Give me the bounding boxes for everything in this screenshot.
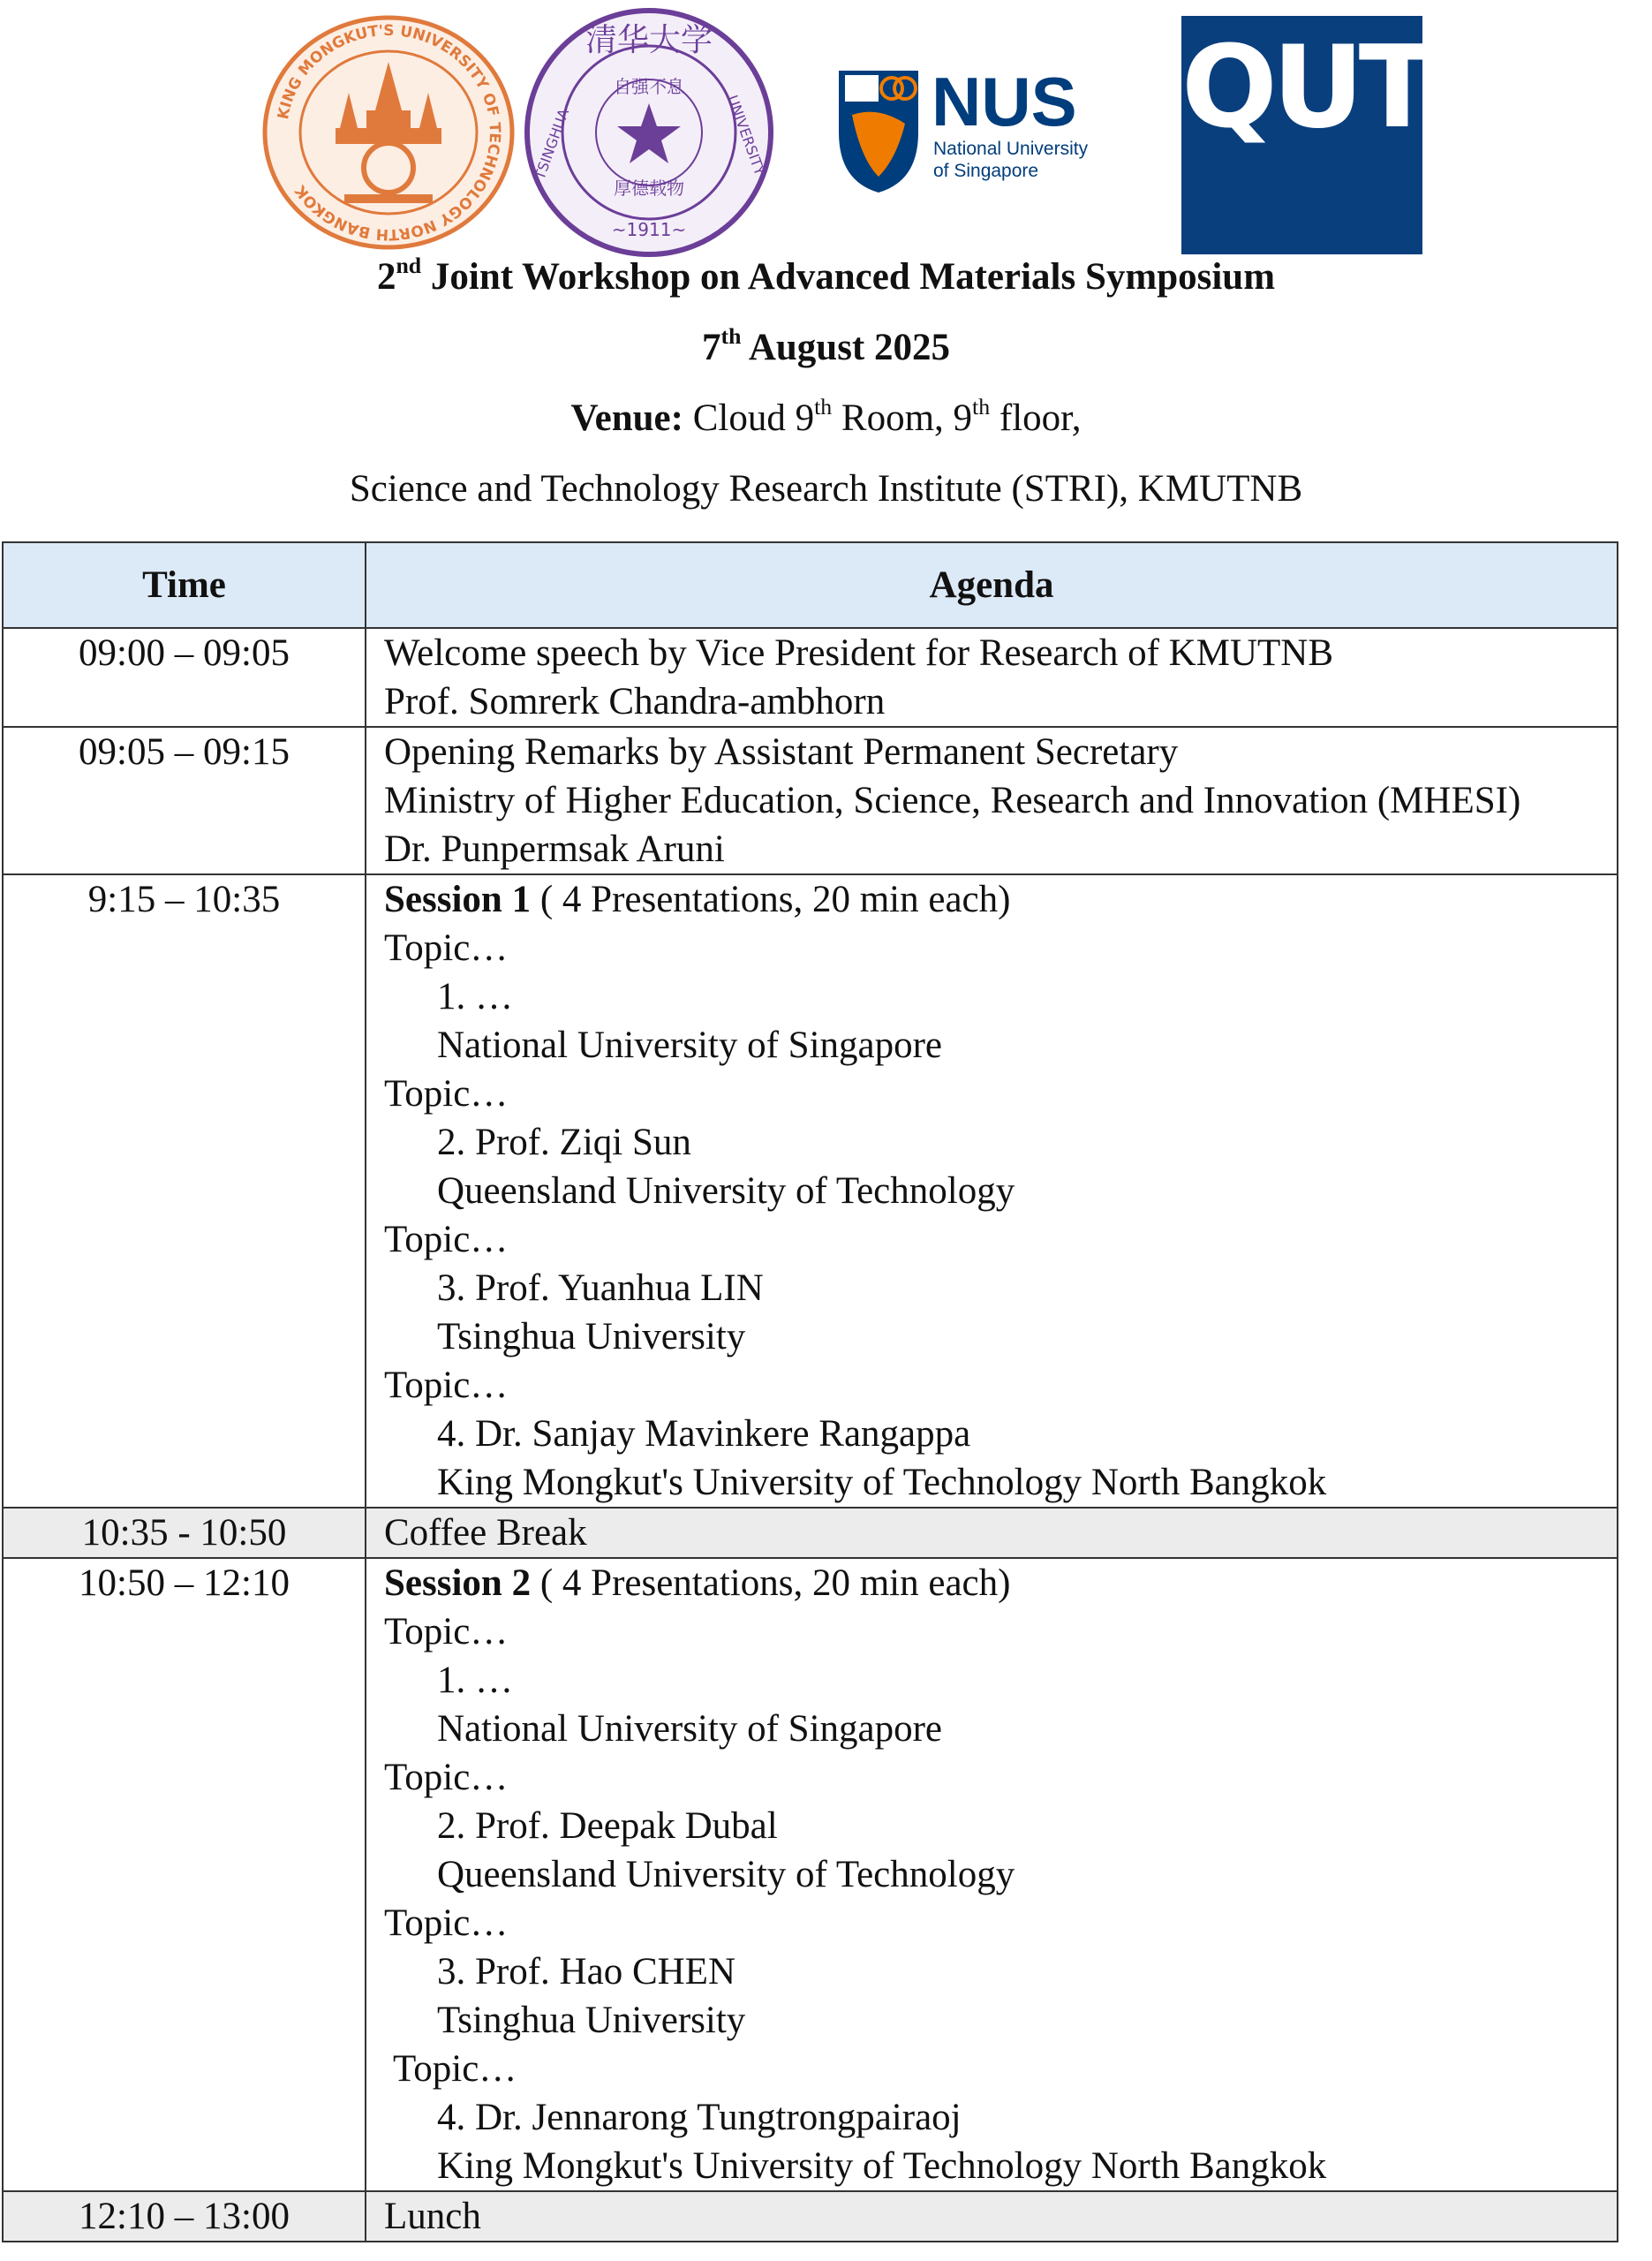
time-cell: 9:15 – 10:35 <box>3 874 366 1508</box>
time-cell: 10:35 - 10:50 <box>3 1508 366 1558</box>
venue-label: Venue: <box>570 397 683 439</box>
affiliation-line: Tsinghua University <box>437 2000 746 2041</box>
session-heading <box>384 1559 1617 1607</box>
session-label: Session 1 <box>384 879 532 920</box>
agenda-line: Prof. Somrerk Chandra-ambhorn <box>384 681 886 722</box>
affiliation-line: National University of Singapore <box>437 1025 943 1066</box>
svg-text:TSINGHUA: TSINGHUA <box>531 106 573 182</box>
agenda-cell <box>366 628 1618 727</box>
qut-logo-text: QUT <box>1181 22 1431 154</box>
agenda-line: Ministry of Higher Education, Science, Research and Innovation (MHESI) <box>384 780 1521 821</box>
time-cell: 09:00 – 09:05 <box>3 628 366 727</box>
affiliation-line: King Mongkut's University of Technology North Bangkok <box>437 2145 1327 2187</box>
speaker-line: 3. Prof. Yuanhua LIN <box>437 1267 764 1309</box>
venue-line: Venue: Cloud 9th Room, 9th floor, <box>570 393 1082 439</box>
event-date: 7th August 2025 <box>701 322 951 368</box>
speaker-line: 2. Prof. Ziqi Sun <box>437 1122 691 1163</box>
table-row <box>3 727 1618 874</box>
table-row <box>3 2191 1618 2242</box>
affiliation-line: Queensland University of Technology <box>437 1170 1015 1212</box>
svg-text:NUS: NUS <box>932 63 1077 140</box>
agenda-line: Opening Remarks by Assistant Permanent Secretary <box>384 731 1179 773</box>
session-heading <box>384 875 1617 924</box>
table-row <box>3 1508 1618 1558</box>
topic-line: Topic… <box>384 1757 509 1798</box>
table-row <box>3 628 1618 727</box>
svg-text:清华大学: 清华大学 <box>585 22 713 58</box>
svg-text:KING MONGKUT'S UNIVERSITY OF T: KING MONGKUT'S UNIVERSITY OF TECHNOLOGY NORTH BANGKOK <box>275 21 504 244</box>
document-title: 2nd Joint Workshop on Advanced Materials Symposium <box>376 252 1276 298</box>
topic-line: Topic… <box>384 927 509 969</box>
table-header-row <box>3 542 1618 628</box>
svg-text:厚德载物: 厚德载物 <box>614 178 684 199</box>
affiliation-line: King Mongkut's University of Technology North Bangkok <box>437 1462 1327 1503</box>
svg-text:of Singapore: of Singapore <box>933 161 1039 181</box>
agenda-line: Lunch <box>384 2196 481 2237</box>
agenda-column-header: Agenda <box>366 542 1618 628</box>
agenda-cell <box>366 874 1618 1508</box>
tsinghua-seal-logo <box>521 4 777 261</box>
svg-text:~1911~: ~1911~ <box>611 219 687 240</box>
agenda-line: Dr. Punpermsak Aruni <box>384 828 725 870</box>
logo-banner <box>0 0 1652 265</box>
speaker-line: 3. Prof. Hao CHEN <box>437 1951 735 1993</box>
agenda-line: Welcome speech by Vice President for Research of KMUTNB <box>384 632 1333 674</box>
agenda-cell <box>366 2191 1618 2242</box>
time-cell: 09:05 – 09:15 <box>3 727 366 874</box>
agenda-line: Coffee Break <box>384 1512 587 1554</box>
nus-logo <box>834 62 1126 194</box>
topic-line: Topic… <box>393 2048 517 2090</box>
agenda-table-body <box>3 628 1618 2242</box>
affiliation-line: Queensland University of Technology <box>437 1854 1015 1895</box>
affiliation-line: Tsinghua University <box>437 1316 746 1357</box>
table-row <box>3 1558 1618 2191</box>
svg-text:UNIVERSITY: UNIVERSITY <box>723 93 769 178</box>
svg-text:自强不息: 自强不息 <box>614 76 684 97</box>
time-column-header: Time <box>3 542 366 628</box>
topic-line: Topic… <box>384 1611 509 1652</box>
time-cell: 10:50 – 12:10 <box>3 1558 366 2191</box>
agenda-table <box>2 541 1618 2242</box>
topic-line: Topic… <box>384 1073 509 1115</box>
session-detail: ( 4 Presentations, 20 min each) <box>531 879 1011 920</box>
speaker-line: 1. … <box>437 1660 513 1701</box>
session-label: Session 2 <box>384 1562 532 1604</box>
affiliation-line: National University of Singapore <box>437 1708 943 1750</box>
kmutnb-seal-logo <box>260 13 517 252</box>
speaker-line: 4. Dr. Jennarong Tungtrongpairaoj <box>437 2097 962 2138</box>
agenda-cell <box>366 1508 1618 1558</box>
time-cell: 12:10 – 13:00 <box>3 2191 366 2242</box>
topic-line: Topic… <box>384 1365 509 1406</box>
topic-line: Topic… <box>384 1902 509 1944</box>
venue-institute: Science and Technology Research Institute (STRI), KMUTNB <box>349 468 1303 510</box>
agenda-cell <box>366 1558 1618 2191</box>
speaker-line: 2. Prof. Deepak Dubal <box>437 1805 778 1847</box>
speaker-line: 1. … <box>437 976 513 1017</box>
svg-text:National University: National University <box>933 139 1089 159</box>
topic-line: Topic… <box>384 1219 509 1260</box>
session-detail: ( 4 Presentations, 20 min each) <box>531 1562 1011 1604</box>
qut-logo <box>1181 16 1431 254</box>
table-row <box>3 874 1618 1508</box>
agenda-cell <box>366 727 1618 874</box>
speaker-line: 4. Dr. Sanjay Mavinkere Rangappa <box>437 1413 971 1455</box>
